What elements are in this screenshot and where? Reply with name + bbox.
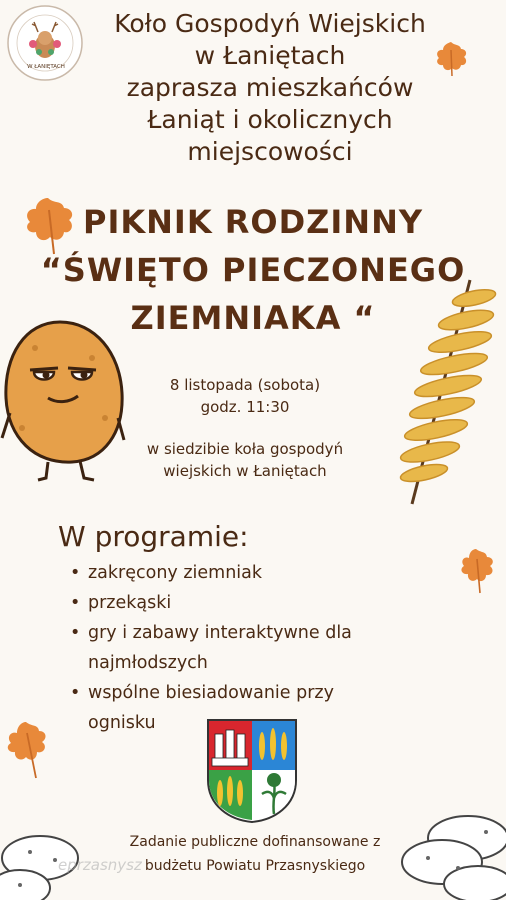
event-time: godz. 11:30 (200, 398, 290, 416)
kgw-logo (6, 4, 84, 82)
footer-line-1: Zadanie publiczne dofinansowane z (129, 834, 381, 850)
list-item: • wspólne biesiadowanie przy (70, 678, 400, 708)
event-place-line-1: w siedzibie koła gospodyń (146, 440, 344, 458)
event-title-line-1: PIKNIK RODZINNY (82, 203, 424, 241)
header-line-1: Koło Gospodyń Wiejskich (114, 9, 426, 38)
footer-line-2: budżetu Powiatu Przasnyskiego (144, 858, 366, 874)
program-heading: W programie: (58, 520, 249, 553)
list-item: • zakręcony ziemniak (70, 558, 400, 588)
oak-leaf-icon (456, 545, 498, 597)
coat-of-arms (206, 718, 298, 824)
header-line-3: zaprasza mieszkańców (126, 73, 414, 102)
event-place-line-2: wiejskich w Łaniętach (163, 462, 327, 480)
oak-leaf-icon (4, 718, 52, 782)
watermark: eprzasnysz (58, 856, 142, 874)
event-date: 8 listopada (sobota) (169, 376, 321, 394)
event-title-line-2: “ŚWIĘTO PIECZONEGO (40, 251, 466, 289)
program-list (70, 558, 400, 738)
list-item-continuation: najmłodszych (88, 653, 208, 673)
list-item: • przekąski (70, 588, 400, 618)
header-line-4: Łaniąt i okolicznych (147, 105, 393, 134)
header-line-5: miejscowości (187, 137, 353, 166)
oak-leaf-icon (430, 38, 472, 80)
logo-bottom-text: W ŁANIĘTACH (27, 64, 65, 70)
spiral-potato-illustration (392, 278, 504, 508)
event-title-line-3: ZIEMNIAKA “ (130, 299, 376, 337)
header (90, 8, 450, 168)
potato-character-illustration (0, 318, 130, 488)
list-item: • gry i zabawy interaktywne dla (70, 618, 400, 648)
list-item-continuation: ognisku (88, 713, 156, 733)
header-line-2: w Łaniętach (194, 41, 346, 70)
event-details (140, 374, 350, 482)
